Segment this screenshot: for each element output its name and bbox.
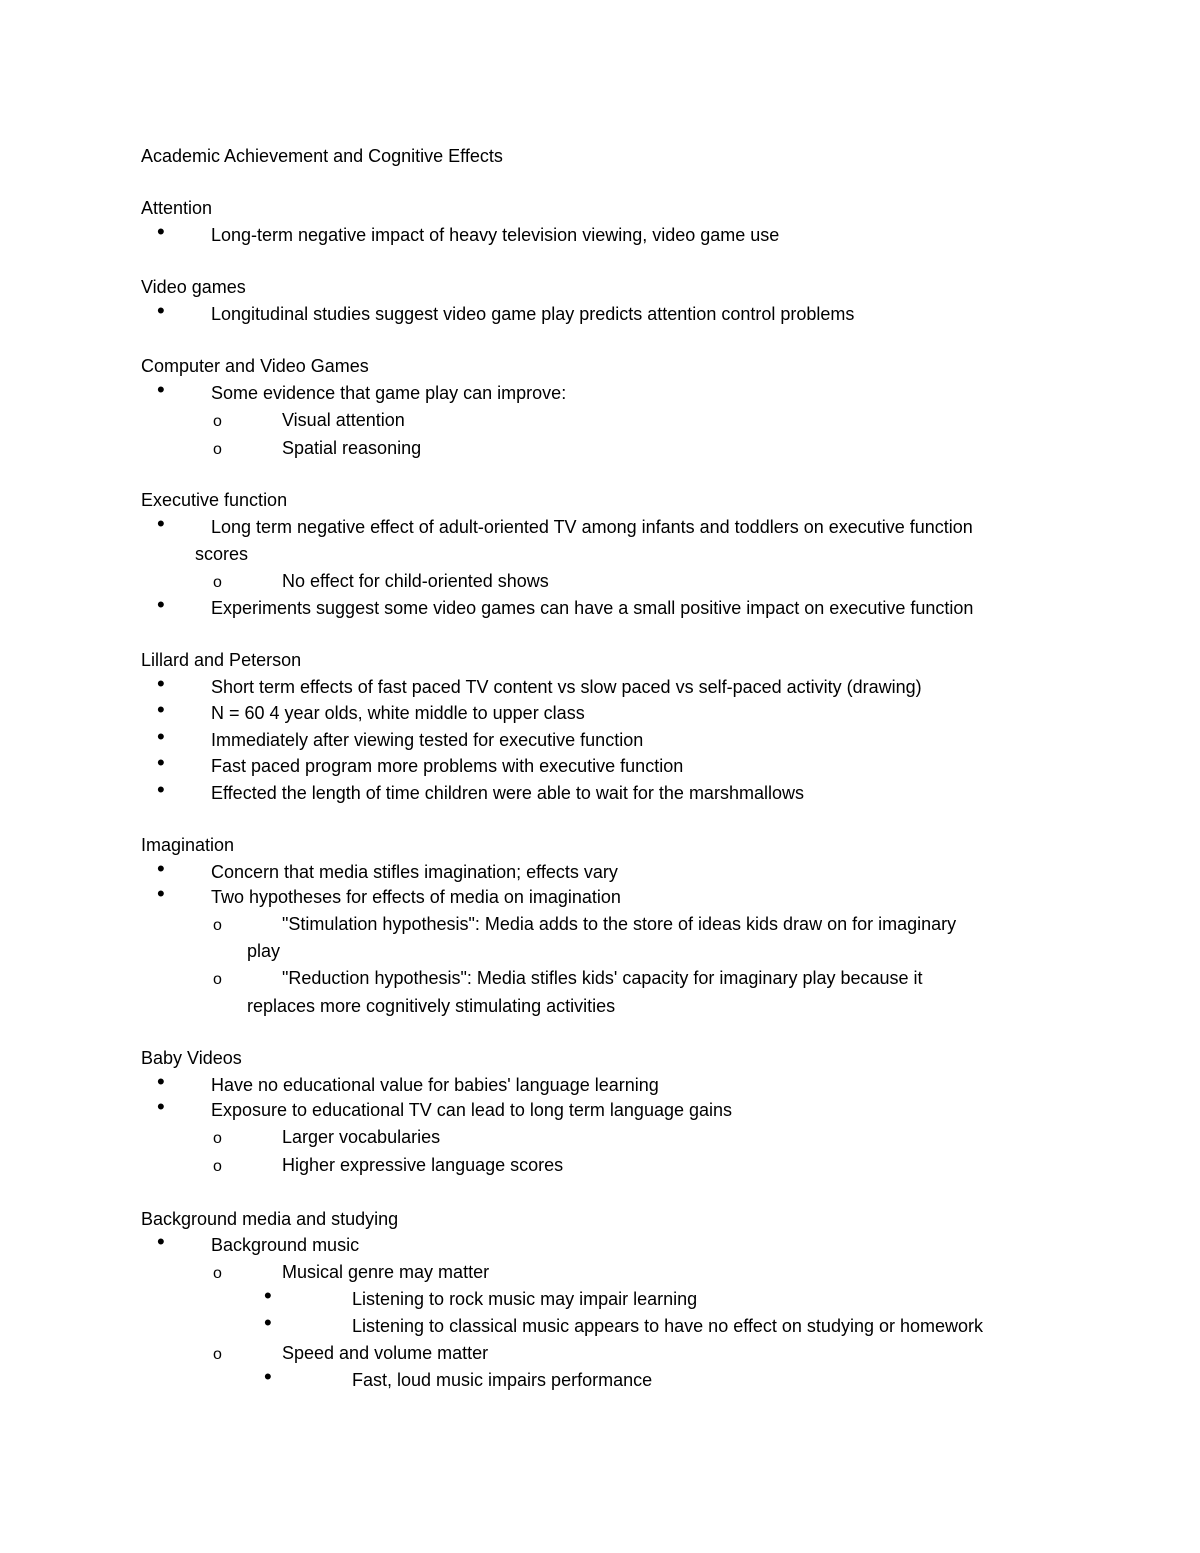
list-item: Longitudinal studies suggest video game play predicts attention control problems — [211, 304, 855, 324]
list-item: Experiments suggest some video games can have a small positive impact on executive function — [211, 598, 974, 618]
section-heading-computer-video-games: Computer and Video Games — [141, 356, 369, 376]
section-heading-lillard-peterson: Lillard and Peterson — [141, 650, 302, 670]
list-item: Concern that media stifles imagination; effects vary — [211, 862, 618, 882]
bullet-icon — [157, 672, 165, 697]
bullet-icon — [157, 882, 165, 907]
circle-bullet-icon — [213, 408, 222, 434]
circle-bullet-icon — [213, 1125, 222, 1151]
list-item: Listening to classical music appears to have no effect on studying or homework — [352, 1316, 984, 1336]
list-item: Long term negative effect of adult-oriented TV among infants and toddlers on executive function — [211, 517, 973, 537]
circle-bullet-icon — [213, 966, 222, 992]
bullet-icon — [157, 725, 165, 750]
circle-bullet-icon — [213, 1153, 222, 1179]
bullet-icon — [264, 1311, 272, 1336]
bullet-icon — [264, 1365, 272, 1390]
list-item: N = 60 4 year olds, white middle to upper class — [211, 703, 585, 723]
bullet-icon — [157, 1230, 165, 1255]
bullet-icon — [157, 220, 165, 245]
list-item: Larger vocabularies — [282, 1127, 441, 1147]
bullet-icon — [157, 751, 165, 776]
list-item: "Stimulation hypothesis": Media adds to the store of ideas kids draw on for imaginary — [282, 914, 957, 934]
list-item: Some evidence that game play can improve: — [211, 383, 567, 403]
bullet-icon — [157, 1095, 165, 1120]
list-item: Have no educational value for babies' language learning — [211, 1075, 659, 1095]
section-heading-imagination: Imagination — [141, 835, 235, 855]
list-item: Fast paced program more problems with executive function — [211, 756, 684, 776]
bullet-icon — [157, 857, 165, 882]
list-item: Higher expressive language scores — [282, 1155, 564, 1175]
bullet-icon — [157, 1070, 165, 1095]
section-heading-baby-videos: Baby Videos — [141, 1048, 242, 1068]
bullet-icon — [157, 512, 165, 537]
list-item: Short term effects of fast paced TV content vs slow paced vs self-paced activity (drawing) — [211, 677, 922, 697]
bullet-icon — [264, 1284, 272, 1309]
list-item: Long-term negative impact of heavy television viewing, video game use — [211, 225, 780, 245]
list-item: Speed and volume matter — [282, 1343, 489, 1363]
list-item: Visual attention — [282, 410, 405, 430]
circle-bullet-icon — [213, 569, 222, 595]
list-item: Two hypotheses for effects of media on imagination — [211, 887, 621, 907]
list-item: Immediately after viewing tested for executive function — [211, 730, 644, 750]
circle-bullet-icon — [213, 912, 222, 938]
list-item: No effect for child-oriented shows — [282, 571, 549, 591]
circle-bullet-icon — [213, 1260, 222, 1286]
bullet-icon — [157, 698, 165, 723]
list-item: Effected the length of time children were able to wait for the marshmallows — [211, 783, 804, 803]
list-item: "Reduction hypothesis": Media stifles kids' capacity for imaginary play because it — [282, 968, 923, 988]
bullet-icon — [157, 778, 165, 803]
bullet-icon — [157, 378, 165, 403]
circle-bullet-icon — [213, 436, 222, 462]
list-item-continuation: play — [247, 941, 281, 961]
bullet-icon — [157, 593, 165, 618]
circle-bullet-icon — [213, 1341, 222, 1367]
list-item: Background music — [211, 1235, 360, 1255]
list-item-continuation: scores — [195, 544, 249, 564]
section-heading-attention: Attention — [141, 198, 213, 218]
list-item: Exposure to educational TV can lead to long term language gains — [211, 1100, 733, 1120]
list-item-continuation: replaces more cognitively stimulating activities — [247, 996, 616, 1016]
document-title: Academic Achievement and Cognitive Effects — [141, 146, 503, 166]
section-heading-executive-function: Executive function — [141, 490, 288, 510]
list-item: Listening to rock music may impair learning — [352, 1289, 698, 1309]
list-item: Musical genre may matter — [282, 1262, 490, 1282]
list-item: Spatial reasoning — [282, 438, 422, 458]
section-heading-video-games: Video games — [141, 277, 246, 297]
section-heading-background-media: Background media and studying — [141, 1209, 399, 1229]
bullet-icon — [157, 299, 165, 324]
list-item: Fast, loud music impairs performance — [352, 1370, 653, 1390]
